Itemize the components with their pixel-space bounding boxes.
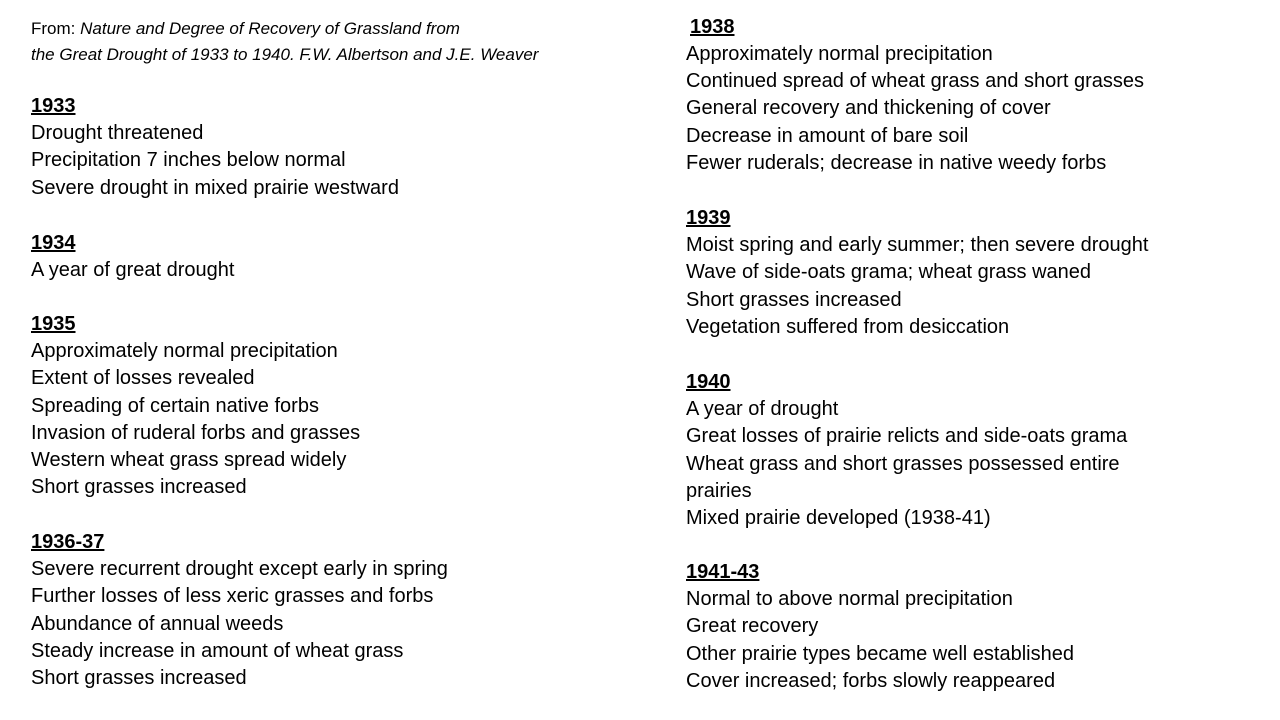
event-list — [686, 232, 1266, 341]
list-item: Cover increased; forbs slowly reappeared — [686, 669, 1056, 692]
list-item: Wave of side-oats grama; wheat grass waned — [686, 261, 1092, 284]
year-heading: 1940 — [686, 371, 731, 393]
list-item: General recovery and thickening of cover — [686, 97, 1051, 120]
year-heading: 1935 — [31, 313, 76, 335]
event-list — [686, 586, 1266, 695]
list-item: A year of drought — [686, 398, 839, 421]
list-item: Precipitation 7 inches below normal — [31, 149, 346, 172]
list-item: Vegetation suffered from desiccation — [686, 315, 1010, 338]
list-item: Drought threatened — [31, 122, 204, 145]
event-list — [686, 41, 1266, 177]
list-item: A year of great drought — [31, 259, 235, 282]
section-1940 — [686, 369, 1266, 532]
list-item: Spreading of certain native forbs — [31, 394, 319, 417]
list-item: Approximately normal precipitation — [31, 340, 338, 363]
source-prefix: From: — [31, 19, 81, 38]
list-item: Great recovery — [686, 615, 819, 638]
list-item: Continued spread of wheat grass and short grasses — [686, 70, 1145, 93]
year-heading: 1934 — [31, 232, 76, 254]
list-item: Short grasses increased — [31, 667, 247, 690]
list-item: Decrease in amount of bare soil — [686, 124, 969, 147]
year-heading: 1941-43 — [686, 561, 760, 583]
section-1934 — [31, 230, 651, 284]
event-list — [686, 396, 1266, 532]
list-item: Normal to above normal precipitation — [686, 588, 1013, 611]
list-item: Steady increase in amount of wheat grass — [31, 639, 404, 662]
section-1935 — [31, 311, 651, 501]
source-citation — [31, 16, 651, 68]
section-1933 — [31, 93, 651, 202]
event-list — [31, 556, 651, 692]
list-item: Severe drought in mixed prairie westward — [31, 176, 399, 199]
list-item: Mixed prairie developed (1938-41) — [686, 507, 991, 530]
year-heading: 1939 — [686, 207, 731, 229]
year-heading: 1936-37 — [31, 531, 105, 553]
list-item: Great losses of prairie relicts and side-oats grama — [686, 425, 1128, 448]
event-list — [31, 338, 651, 501]
list-item: Abundance of annual weeds — [31, 612, 284, 635]
list-item: Further losses of less xeric grasses and forbs — [31, 585, 434, 608]
list-item: Moist spring and early summer; then severe drought — [686, 234, 1149, 257]
list-item: Severe recurrent drought except early in spring — [31, 558, 448, 581]
event-list — [31, 257, 651, 284]
source-title-line-1: Nature and Degree of Recovery of Grassland from — [80, 19, 460, 38]
list-item: Approximately normal precipitation — [686, 43, 993, 65]
section-1941-43 — [686, 559, 1266, 695]
source-line-1 — [31, 16, 651, 42]
list-item: Western wheat grass spread widely — [31, 449, 347, 472]
list-item: Short grasses increased — [31, 476, 247, 499]
section-1938-items — [686, 41, 1266, 177]
list-item: Other prairie types became well established — [686, 642, 1074, 665]
section-1938 — [690, 14, 1270, 41]
list-item: Fewer ruderals; decrease in native weedy forbs — [686, 151, 1107, 174]
section-1936-37 — [31, 529, 651, 692]
event-list — [31, 120, 651, 202]
year-heading: 1933 — [31, 95, 76, 117]
list-item: Extent of losses revealed — [31, 367, 255, 390]
list-item: Wheat grass and short grasses possessed entire prairies — [686, 452, 1120, 502]
year-heading: 1938 — [690, 16, 735, 38]
list-item: Short grasses increased — [686, 288, 902, 311]
source-title-line-2: the Great Drought of 1933 to 1940. F.W. Albertson and J.E. Weaver — [31, 45, 539, 64]
list-item: Invasion of ruderal forbs and grasses — [31, 421, 361, 444]
section-1939 — [686, 205, 1266, 341]
